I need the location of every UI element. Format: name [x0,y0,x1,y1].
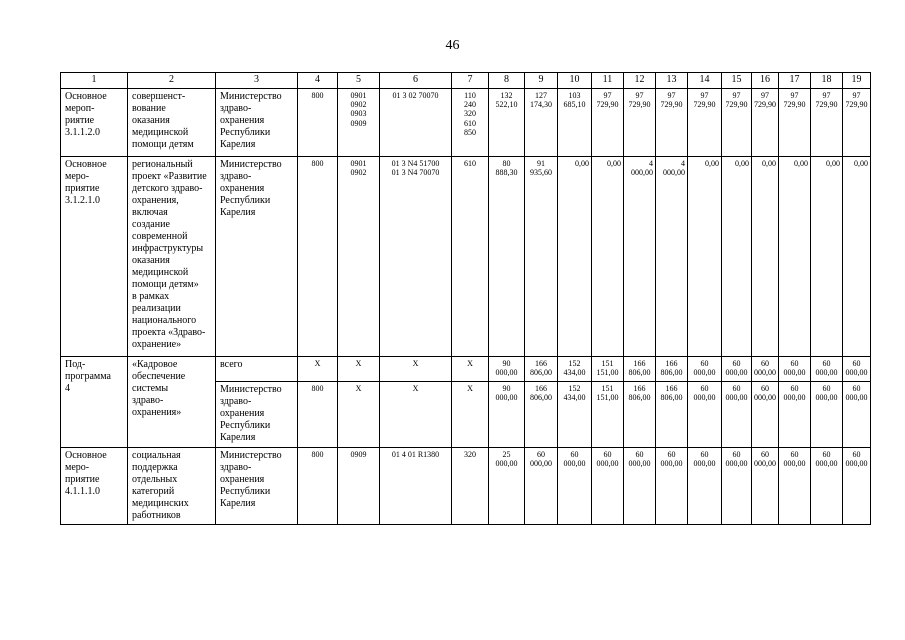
column-header: 15 [722,73,752,89]
section-code-cell: 0901 0902 [338,157,380,357]
target-article-cell: Х [380,357,452,382]
measure-name-cell: социальная поддержка отдельных категорий медицинских работников [128,448,216,525]
value-cell: 166 806,00 [525,382,558,448]
expense-type-cell: 320 [452,448,489,525]
value-cell: 60 000,00 [811,357,843,382]
value-cell: 97 729,90 [722,89,752,157]
measure-name-cell: совершенст- вование оказания медицинской помощи детям [128,89,216,157]
value-cell: 60 000,00 [722,382,752,448]
value-cell: 0,00 [811,157,843,357]
value-cell: 25 000,00 [489,448,525,525]
column-header: 5 [338,73,380,89]
value-cell: 60 000,00 [558,448,592,525]
value-cell: 60 000,00 [688,382,722,448]
value-cell: 0,00 [752,157,779,357]
value-cell: 60 000,00 [843,357,871,382]
header-row [61,73,871,89]
value-cell: 166 806,00 [624,357,656,382]
value-cell: 60 000,00 [752,357,779,382]
value-cell: 151 151,00 [592,357,624,382]
value-cell: 60 000,00 [656,448,688,525]
value-cell: 151 151,00 [592,382,624,448]
target-article-cell: 01 4 01 R1380 [380,448,452,525]
value-cell: 0,00 [558,157,592,357]
column-header: 18 [811,73,843,89]
value-cell: 60 000,00 [592,448,624,525]
column-header: 19 [843,73,871,89]
value-cell: 97 729,90 [752,89,779,157]
column-header: 1 [61,73,128,89]
column-header: 13 [656,73,688,89]
value-cell: 97 729,90 [656,89,688,157]
value-cell: 60 000,00 [722,357,752,382]
value-cell: 80 888,30 [489,157,525,357]
value-cell: 166 806,00 [656,382,688,448]
value-cell: 4 000,00 [656,157,688,357]
measure-name-cell: региональный проект «Развитие детского здраво- охранения, включая создание современной инфраструктуры оказания медицинской помощи детям» в рамках реализации национального проекта «Здраво- охранение» [128,157,216,357]
column-header: 11 [592,73,624,89]
column-header: 2 [128,73,216,89]
target-article-cell: 01 3 N4 51700 01 3 N4 70070 [380,157,452,357]
measure-code-cell: Основное меро- приятие 3.1.2.1.0 [61,157,128,357]
value-cell: 60 000,00 [843,382,871,448]
value-cell: 60 000,00 [779,382,811,448]
value-cell: 0,00 [779,157,811,357]
value-cell: 60 000,00 [752,448,779,525]
value-cell: 91 935,60 [525,157,558,357]
executor-cell: Министерство здраво- охранения Республики Карелия [216,157,298,357]
column-header: 4 [298,73,338,89]
section-code-cell: Х [338,382,380,448]
column-header: 7 [452,73,489,89]
value-cell: 90 000,00 [489,382,525,448]
expense-type-cell: Х [452,382,489,448]
page-number: 46 [445,38,460,53]
grbs-code-cell: 800 [298,89,338,157]
grbs-code-cell: 800 [298,157,338,357]
target-article-cell: 01 3 02 70070 [380,89,452,157]
value-cell: 166 806,00 [656,357,688,382]
value-cell: 97 729,90 [811,89,843,157]
table-row [61,157,871,357]
value-cell: 0,00 [722,157,752,357]
value-cell: 0,00 [592,157,624,357]
value-cell: 166 806,00 [525,357,558,382]
column-header: 17 [779,73,811,89]
value-cell: 97 729,90 [843,89,871,157]
section-code-cell: 0901 0902 0903 0909 [338,89,380,157]
column-header: 12 [624,73,656,89]
executor-cell: Министерство здраво- охранения Республики Карелия [216,89,298,157]
subprogram-name-cell: «Кадровое обеспечение системы здраво- охранения» [128,357,216,448]
value-cell: 60 000,00 [688,357,722,382]
measure-code-cell: Основное мероп- риятие 3.1.1.2.0 [61,89,128,157]
grbs-code-cell: 800 [298,382,338,448]
value-cell: 60 000,00 [779,357,811,382]
column-header: 9 [525,73,558,89]
value-cell: 4 000,00 [624,157,656,357]
grbs-code-cell: 800 [298,448,338,525]
value-cell: 0,00 [843,157,871,357]
column-header: 8 [489,73,525,89]
table-row [61,89,871,157]
column-header: 6 [380,73,452,89]
value-cell: 0,00 [688,157,722,357]
value-cell: 127 174,30 [525,89,558,157]
value-cell: 60 000,00 [811,382,843,448]
value-cell: 60 000,00 [624,448,656,525]
value-cell: 97 729,90 [688,89,722,157]
value-cell: 166 806,00 [624,382,656,448]
measure-code-cell: Основное меро- приятие 4.1.1.1.0 [61,448,128,525]
table-row [61,357,871,382]
value-cell: 152 434,00 [558,357,592,382]
budget-table [60,72,871,525]
executor-cell: Министерство здраво- охранения Республики Карелия [216,448,298,525]
expense-type-cell: 610 [452,157,489,357]
value-cell: 60 000,00 [525,448,558,525]
value-cell: 97 729,90 [592,89,624,157]
executor-cell: всего [216,357,298,382]
value-cell: 132 522,10 [489,89,525,157]
subprogram-code-cell: Под- программа 4 [61,357,128,448]
value-cell: 152 434,00 [558,382,592,448]
value-cell: 60 000,00 [843,448,871,525]
column-header: 10 [558,73,592,89]
value-cell: 97 729,90 [779,89,811,157]
column-header: 3 [216,73,298,89]
value-cell: 60 000,00 [722,448,752,525]
section-code-cell: 0909 [338,448,380,525]
value-cell: 97 729,90 [624,89,656,157]
value-cell: 90 000,00 [489,357,525,382]
executor-cell: Министерство здраво- охранения Республики Карелия [216,382,298,448]
target-article-cell: Х [380,382,452,448]
value-cell: 60 000,00 [752,382,779,448]
column-header: 14 [688,73,722,89]
grbs-code-cell: Х [298,357,338,382]
value-cell: 60 000,00 [811,448,843,525]
table-row [61,448,871,525]
value-cell: 103 685,10 [558,89,592,157]
section-code-cell: Х [338,357,380,382]
column-header: 16 [752,73,779,89]
expense-type-cell: Х [452,357,489,382]
expense-type-cell: 110 240 320 610 850 [452,89,489,157]
value-cell: 60 000,00 [688,448,722,525]
value-cell: 60 000,00 [779,448,811,525]
